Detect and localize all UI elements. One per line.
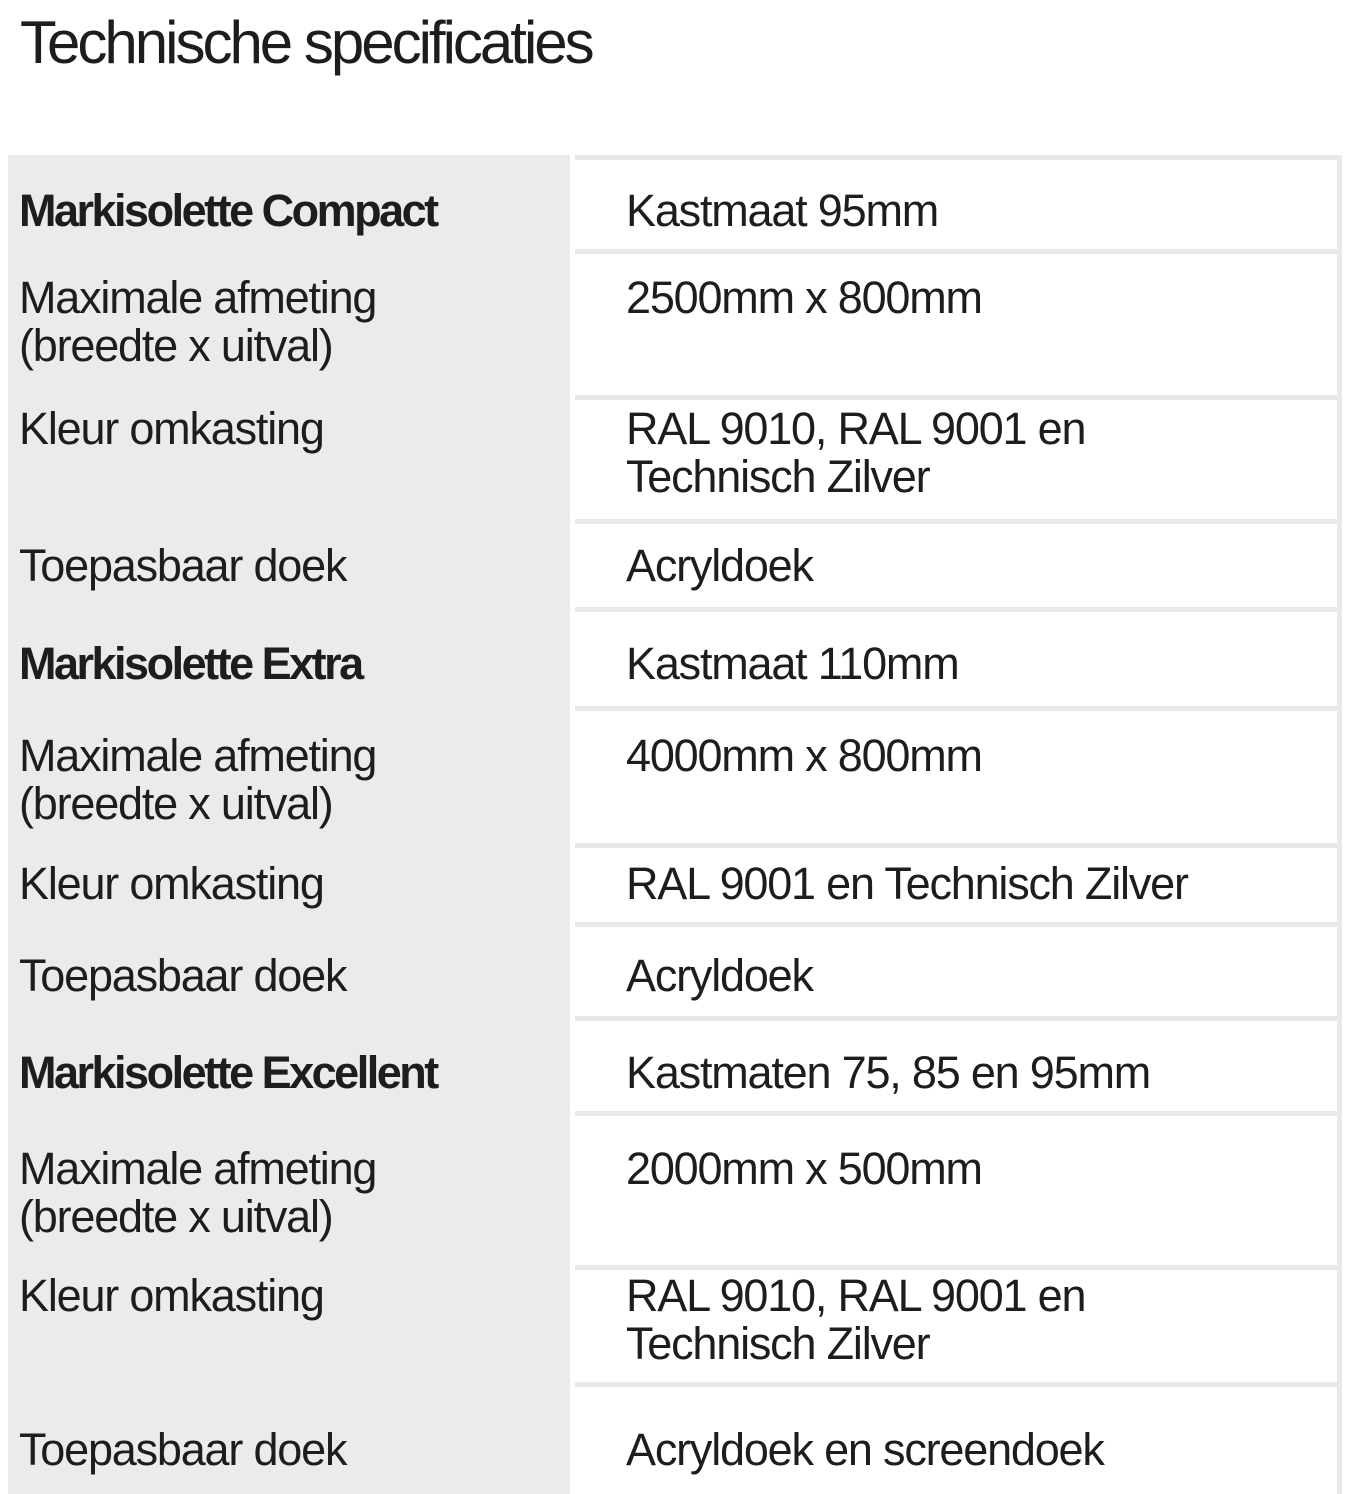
spec-value: 2000mm x 500mm (575, 1111, 1342, 1265)
spec-value: Acryldoek (575, 519, 1342, 607)
spec-label: Toepasbaar doek (8, 519, 570, 607)
table-row (8, 155, 1342, 249)
spec-label: Maximale afmeting (breedte x uitval) (8, 249, 570, 395)
spec-label: Markisolette Excellent (8, 1016, 570, 1111)
spec-value: Acryldoek (575, 922, 1342, 1016)
table-row (8, 395, 1342, 519)
spec-value: 2500mm x 800mm (575, 249, 1342, 395)
spec-label: Kleur omkasting (8, 843, 570, 922)
spec-value: RAL 9010, RAL 9001 en Technisch Zilver (575, 395, 1342, 519)
table-row (8, 249, 1342, 395)
table-row (8, 1111, 1342, 1265)
spec-label: Kleur omkasting (8, 1265, 570, 1382)
spec-value: RAL 9010, RAL 9001 en Technisch Zilver (575, 1265, 1342, 1382)
table-row (8, 706, 1342, 843)
spec-value: 4000mm x 800mm (575, 706, 1342, 843)
spec-value: Acryldoek en screendoek (575, 1382, 1342, 1494)
spec-value: Kastmaat 110mm (575, 607, 1342, 706)
spec-label: Toepasbaar doek (8, 922, 570, 1016)
spec-label: Maximale afmeting (breedte x uitval) (8, 706, 570, 843)
spec-label: Maximale afmeting (breedte x uitval) (8, 1111, 570, 1265)
table-row (8, 1016, 1342, 1111)
spec-label: Markisolette Extra (8, 607, 570, 706)
specifications-page (0, 8, 1350, 1494)
spec-value: RAL 9001 en Technisch Zilver (575, 843, 1342, 922)
spec-label: Markisolette Compact (8, 155, 570, 249)
spec-label: Kleur omkasting (8, 395, 570, 519)
table-row (8, 922, 1342, 1016)
spec-value: Kastmaat 95mm (575, 155, 1342, 249)
spec-table (8, 155, 1342, 1494)
page-title: Technische specificaties (20, 9, 592, 76)
table-row (8, 843, 1342, 922)
table-row (8, 1265, 1342, 1382)
table-row (8, 519, 1342, 607)
spec-value: Kastmaten 75, 85 en 95mm (575, 1016, 1342, 1111)
table-row (8, 607, 1342, 706)
table-row (8, 1382, 1342, 1494)
spec-label: Toepasbaar doek (8, 1382, 570, 1494)
